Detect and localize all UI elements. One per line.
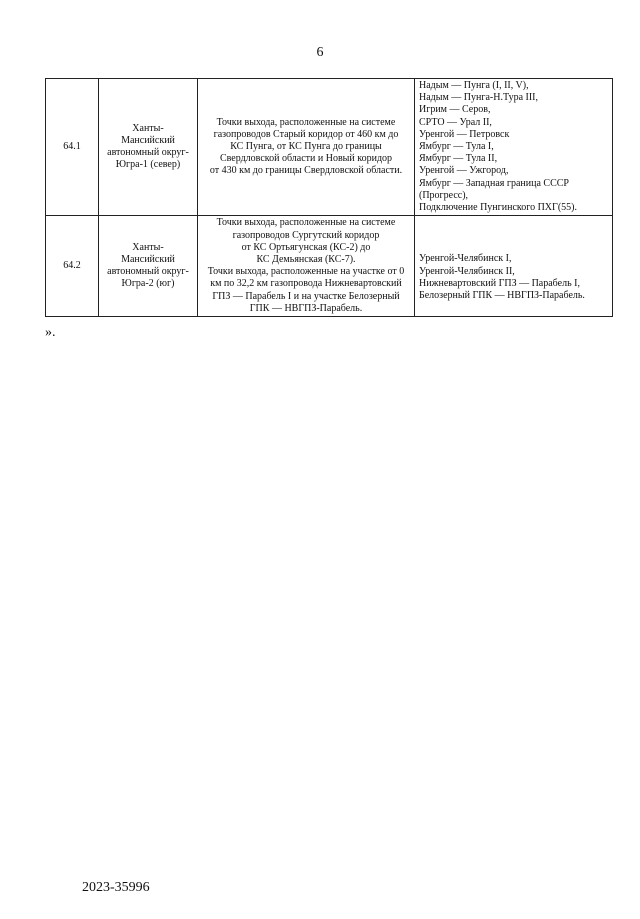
- exit-points-line: КС Демьянская (КС-7).: [256, 254, 356, 266]
- pipelines-cell: [415, 79, 613, 216]
- pipeline-item: Ямбург — Тула II,: [419, 153, 498, 165]
- pipeline-item: Уренгой-Челябинск I,: [419, 253, 512, 265]
- row-number-cell: 64.1: [46, 79, 99, 216]
- pipeline-item: Нижневартовский ГПЗ — Парабель I,: [419, 277, 580, 289]
- exit-points-line: Точки выхода, расположенные на системе: [216, 116, 396, 128]
- table-row: [46, 216, 613, 317]
- pipeline-item: Надым — Пунга (I, II, V),: [419, 80, 529, 91]
- pipeline-item: (Прогресс),: [419, 189, 469, 201]
- exit-points-line: Свердловской области и Новый коридор: [219, 153, 393, 165]
- pipeline-item: Уренгой — Ужгород,: [419, 165, 509, 177]
- pipeline-item: Белозерный ГПК — НВГПЗ-Парабель.: [419, 289, 585, 301]
- page-number: 6: [316, 45, 324, 60]
- region-line: Югра-2 (юг): [121, 278, 175, 290]
- pipeline-item: Игрим — Серов,: [419, 104, 491, 116]
- document-code: 2023-35996: [82, 880, 150, 895]
- region-line: автономный округ-: [107, 147, 189, 159]
- region-cell: [99, 216, 198, 317]
- pipeline-item: Уренгой — Петровск: [419, 128, 510, 140]
- row-number-cell: 64.2: [46, 216, 99, 317]
- exit-points-line: КС Пунга, от КС Пунга до границы: [230, 141, 382, 153]
- pipeline-item: Ямбург — Тула I,: [419, 141, 494, 153]
- exit-points-line: Точки выхода, расположенные на участке от 0: [207, 266, 405, 278]
- table-row: [46, 79, 613, 216]
- pipeline-item: Надым — Пунга-Н.Тура III,: [419, 92, 538, 104]
- exit-points-line: от 430 км до границы Свердловской области.: [209, 165, 403, 177]
- region-line: Югра-1 (север): [115, 159, 181, 171]
- region-cell: [99, 79, 198, 216]
- region-line: Мансийский: [121, 254, 175, 266]
- exit-points-line: ГПЗ — Парабель I и на участке Белозерный: [212, 290, 400, 302]
- region-line: Ханты-: [132, 122, 164, 134]
- pipeline-item: Подключение Пунгинского ПХГ(55).: [419, 202, 577, 214]
- region-line: Ханты-: [132, 241, 164, 253]
- region-line: автономный округ-: [107, 266, 189, 278]
- pipeline-item: Ямбург — Западная граница СССР: [419, 177, 569, 189]
- exit-points-line: газопроводов Старый коридор от 460 км до: [213, 128, 399, 140]
- region-line: Мансийский: [121, 134, 175, 146]
- exit-points-line: газопроводов Сургутский коридор: [232, 229, 380, 241]
- pipeline-item: Уренгой-Челябинск II,: [419, 265, 515, 277]
- pipeline-item: СРТО — Урал II,: [419, 116, 492, 128]
- pipelines-cell: [415, 216, 613, 317]
- exit-points-line: от КС Ортьягунская (КС-2) до: [241, 241, 371, 253]
- exit-points-line: Точки выхода, расположенные на системе: [216, 217, 396, 229]
- gas-exit-points-table: [45, 78, 613, 317]
- exit-points-line: ГПК — НВГПЗ-Парабель.: [249, 302, 363, 314]
- closing-quote-mark: ».: [45, 325, 56, 340]
- exit-points-cell: [198, 79, 415, 216]
- exit-points-line: км по 32,2 км газопровода Нижневартовский: [210, 278, 402, 290]
- exit-points-cell: [198, 216, 415, 317]
